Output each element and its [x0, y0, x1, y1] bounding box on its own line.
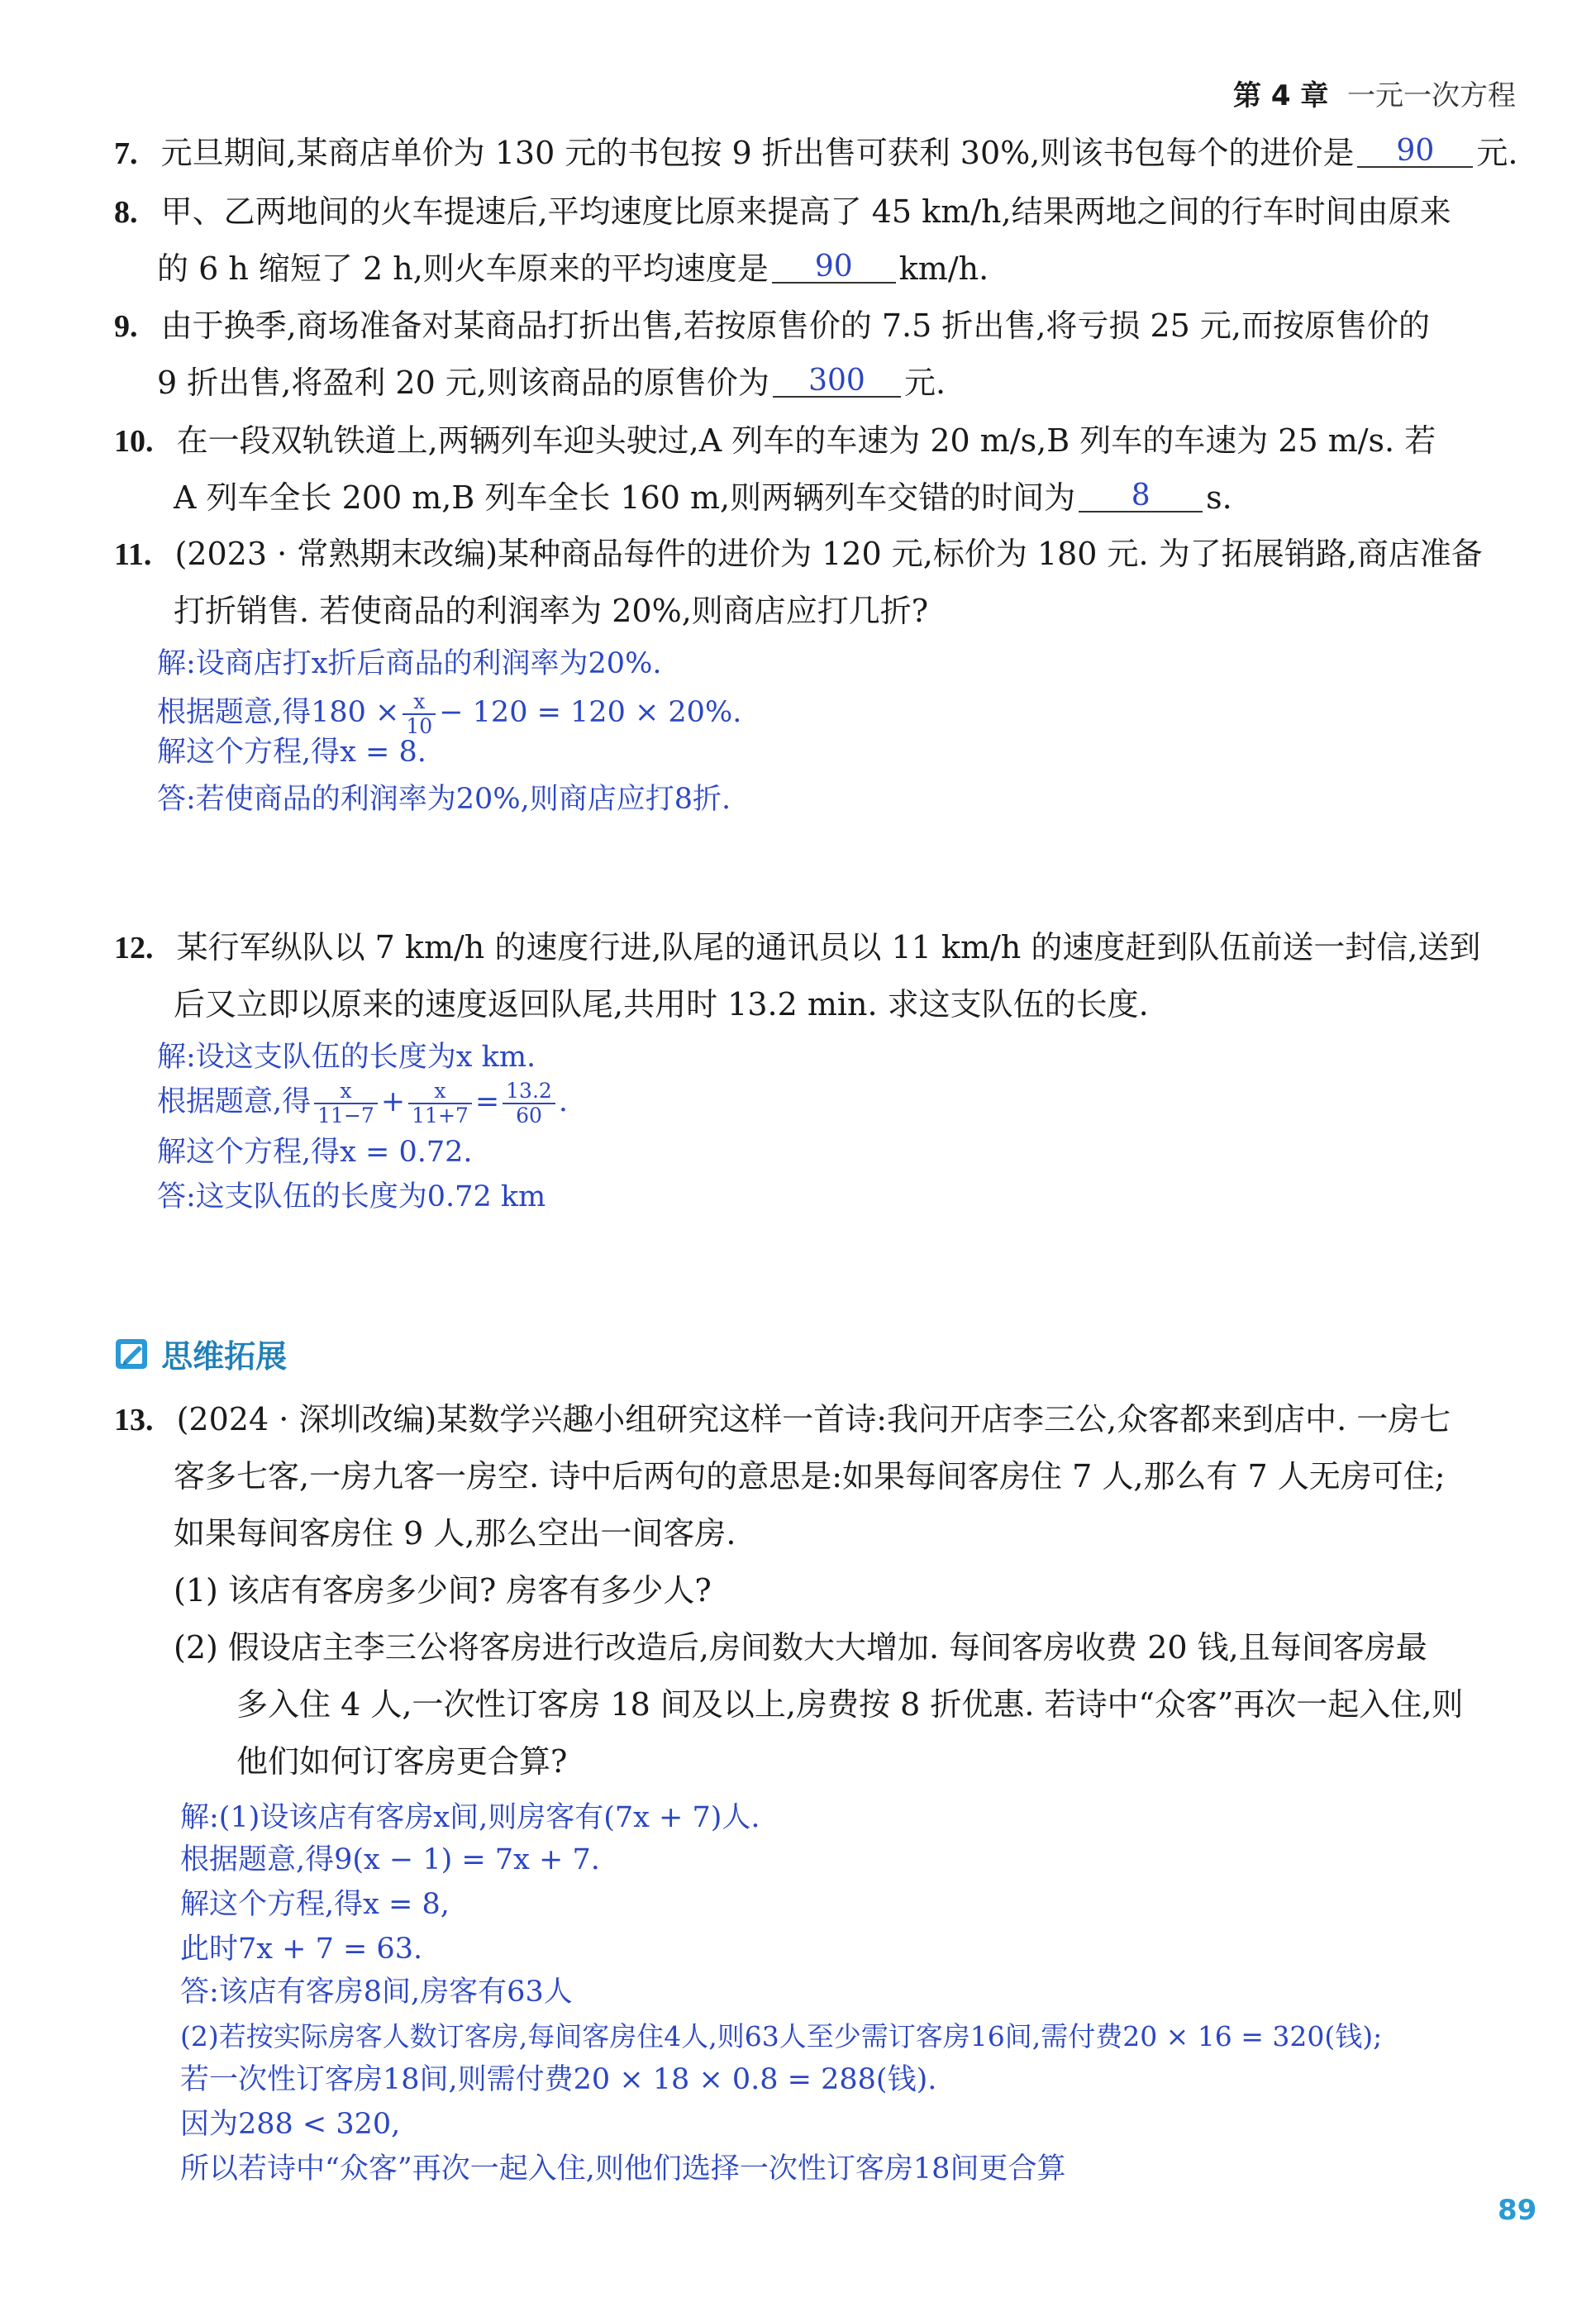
- solution-line: 解这个方程,得x = 8,: [180, 1888, 450, 1921]
- solution-line: 解:设商店打x折后商品的利润率为20%.: [157, 647, 662, 680]
- question-text: A 列车全长 200 m,B 列车全长 160 m,则两辆列车交错的时间为: [174, 479, 1076, 516]
- question-12: [114, 929, 1481, 965]
- question-13-part1: (1) 该店有客房多少间? 房客有多少人?: [174, 1572, 712, 1609]
- solution-line: 解这个方程,得x = 8.: [157, 736, 426, 769]
- question-13-part2-line3: 他们如何订客房更合算?: [236, 1743, 568, 1780]
- fraction: [314, 1080, 378, 1127]
- solution-line: 若一次性订客房18间,则需付费20 × 18 × 0.8 = 288(钱).: [180, 2063, 937, 2096]
- question-number: 7.: [114, 136, 138, 171]
- denominator: 10: [406, 713, 433, 738]
- question-number: 13.: [114, 1403, 154, 1437]
- question-12-line2: 后又立即以原来的速度返回队尾,共用时 13.2 min. 求这支队伍的长度.: [174, 986, 1149, 1023]
- question-text: 由于换季,商场准备对某商品打折出售,若按原售价的 7.5 折出售,将亏损 25 元,而按原售价的: [160, 307, 1431, 344]
- numerator: 13.2: [503, 1080, 555, 1104]
- solution-line: [157, 1080, 568, 1127]
- operator: +: [380, 1085, 406, 1118]
- section-title: 思维拓展: [161, 1338, 288, 1375]
- answer-blank: 300: [773, 366, 901, 398]
- question-13-part2-line2: 多入住 4 人,一次性订客房 18 间及以上,房费按 8 折优惠. 若诗中“众客”再次一起入住,则: [236, 1686, 1464, 1723]
- question-13-line3: 如果每间客房住 9 人,那么空出一间客房.: [174, 1515, 736, 1552]
- denominator: 60: [516, 1103, 542, 1127]
- denominator: 11+7: [412, 1103, 469, 1127]
- question-9-line2: [157, 364, 946, 401]
- solution-line: 解:设这支队伍的长度为x km.: [157, 1041, 536, 1074]
- operator: =: [474, 1085, 500, 1118]
- question-11-line2: 打折销售. 若使商品的利润率为 20%,则商店应打几折?: [174, 593, 929, 629]
- question-text-end: s.: [1206, 479, 1232, 516]
- solution-line: 所以若诗中“众客”再次一起入住,则他们选择一次性订客房18间更合算: [180, 2152, 1066, 2186]
- question-number: 11.: [114, 537, 152, 572]
- solution-line: 答:该店有客房8间,房客有63人: [180, 1976, 573, 2009]
- question-text: 在一段双轨铁道上,两辆列车迎头驶过,A 列车的车速为 20 m/s,B 列车的车速为 25 m/s. 若: [176, 422, 1436, 459]
- question-text: 元旦期间,某商店单价为 130 元的书包按 9 折出售可获利 30%,则该书包每个的进价是: [160, 135, 1355, 171]
- pencil-book-icon: [114, 1336, 150, 1372]
- solution-line: 因为288 < 320,: [180, 2108, 401, 2141]
- question-number: 10.: [114, 424, 154, 459]
- section-header: [114, 1331, 287, 1376]
- numerator: x: [314, 1080, 378, 1104]
- fraction: [403, 690, 436, 737]
- question-number: 8.: [114, 195, 138, 230]
- solution-text: 根据题意,得180 ×: [157, 696, 400, 729]
- question-text: (2023 · 常熟期末改编)某种商品每件的进价为 120 元,标价为 180 元. 为了拓展销路,商店准备: [174, 536, 1483, 572]
- question-10-line2: [174, 479, 1232, 516]
- numerator: x: [408, 1080, 472, 1104]
- question-text: 的 6 h 缩短了 2 h,则火车原来的平均速度是: [157, 250, 769, 287]
- question-number: 12.: [114, 931, 154, 965]
- solution-line: 根据题意,得9(x − 1) = 7x + 7.: [180, 1843, 600, 1876]
- question-7: [114, 134, 1518, 171]
- question-text: 甲、乙两地间的火车提速后,平均速度比原来提高了 45 km/h,结果两地之间的行车时间由原来: [160, 193, 1451, 230]
- question-10: [114, 422, 1436, 459]
- question-text-end: 元.: [1476, 135, 1518, 171]
- period: .: [558, 1085, 568, 1118]
- solution-line: 答:若使商品的利润率为20%,则商店应打8折.: [157, 783, 731, 816]
- question-13: [114, 1401, 1451, 1437]
- solution-line: [157, 690, 741, 737]
- solution-line: 答:这支队伍的长度为0.72 km: [157, 1180, 546, 1213]
- question-text: 9 折出售,将盈利 20 元,则该商品的原售价为: [157, 365, 769, 401]
- question-text-end: 元.: [903, 365, 946, 401]
- question-9: [114, 307, 1431, 344]
- question-13-part2: (2) 假设店主李三公将客房进行改造后,房间数大大增加. 每间客房收费 20 钱,且每间客房最: [174, 1629, 1427, 1666]
- solution-line: 解这个方程,得x = 0.72.: [157, 1136, 473, 1169]
- question-text-end: km/h.: [898, 250, 989, 287]
- answer-blank: 8: [1079, 481, 1203, 512]
- fraction: [503, 1080, 555, 1127]
- page-number: 89: [1498, 2194, 1537, 2227]
- solution-text: − 120 = 120 × 20%.: [439, 696, 742, 729]
- solution-line: (2)若按实际房客人数订客房,每间客房住4人,则63人至少需订客房16间,需付费20 × 16 = 320(钱);: [180, 2020, 1383, 2052]
- chapter-title: 一元一次方程: [1347, 79, 1516, 112]
- chapter-label: 第 4 章: [1233, 79, 1329, 112]
- question-text: 某行军纵队以 7 km/h 的速度行进,队尾的通讯员以 11 km/h 的速度赶到队伍前送一封信,送到: [176, 929, 1481, 965]
- question-text: (2024 · 深圳改编)某数学兴趣小组研究这样一首诗:我问开店李三公,众客都来到店中. 一房七: [176, 1401, 1451, 1437]
- question-8-line2: [157, 250, 989, 287]
- solution-text: 根据题意,得: [157, 1085, 312, 1118]
- question-11: [114, 538, 1483, 570]
- answer-blank: 90: [1357, 136, 1473, 168]
- numerator: x: [403, 690, 436, 715]
- solution-line: 解:(1)设该店有客房x间,则房客有(7x + 7)人.: [180, 1801, 760, 1834]
- question-8: [114, 193, 1451, 230]
- question-number: 9.: [114, 309, 138, 344]
- answer-blank: 90: [772, 252, 896, 284]
- solution-line: 此时7x + 7 = 63.: [180, 1933, 423, 1966]
- denominator: 11−7: [317, 1103, 374, 1127]
- fraction: [408, 1080, 472, 1127]
- question-13-line2: 客多七客,一房九客一房空. 诗中后两句的意思是:如果每间客房住 7 人,那么有 7 人无房可住;: [174, 1458, 1446, 1494]
